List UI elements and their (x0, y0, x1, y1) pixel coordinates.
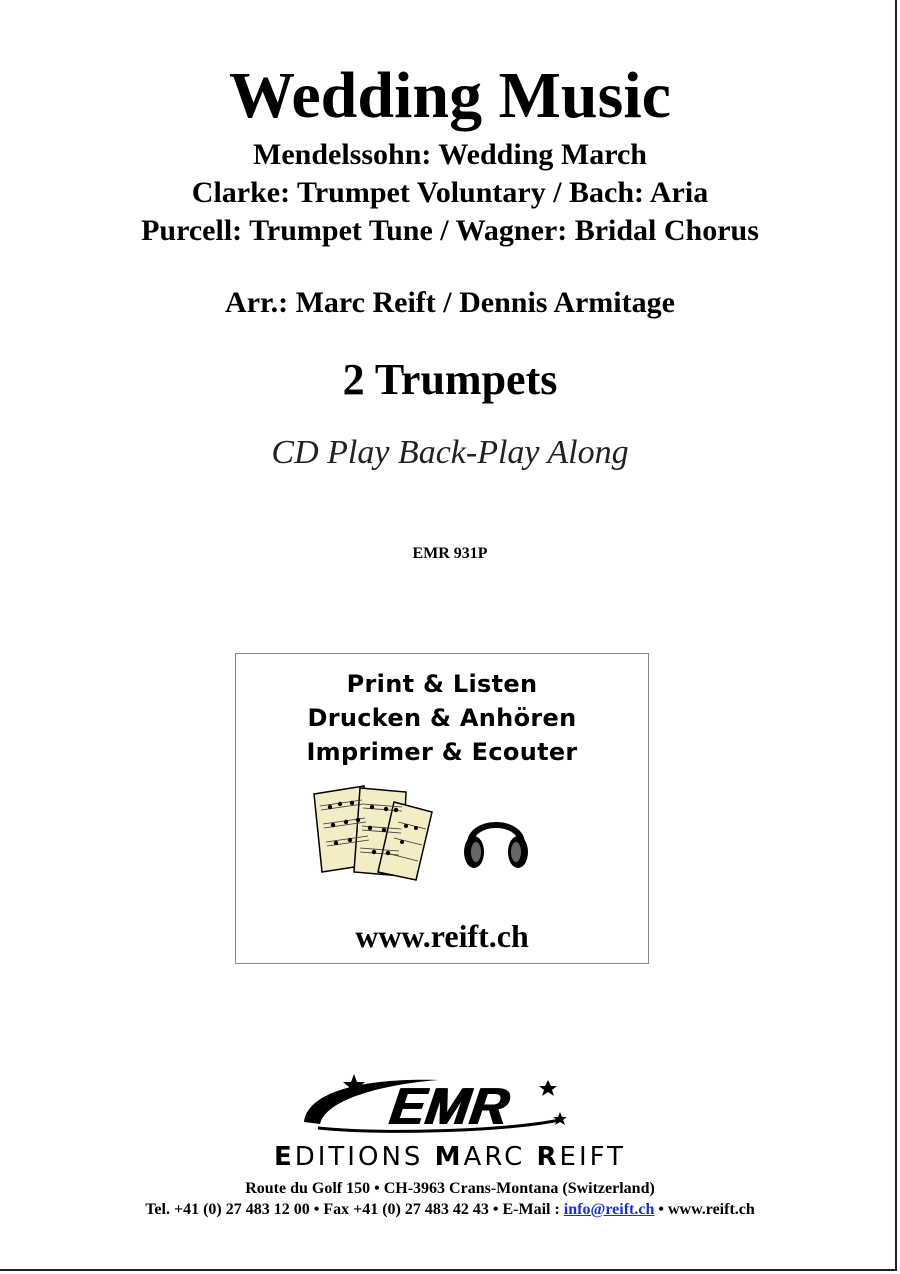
email-link[interactable]: info@reift.ch (563, 1201, 655, 1218)
publisher-name-initial-m: M (434, 1142, 464, 1172)
piece-line-1: Mendelssohn: Wedding March (253, 138, 647, 171)
contact-phone-fax: Tel. +41 (0) 27 483 12 00 • Fax +41 (0) 27 483 42 43 • E-Mail : (145, 1201, 564, 1218)
format-label: CD Play Back-Play Along (271, 434, 629, 471)
publisher-name-editions: DITIONS (294, 1142, 435, 1172)
publisher-name-reift: EIFT (559, 1142, 627, 1172)
promo-line-de: Drucken & Anhören (307, 704, 577, 732)
promo-url: www.reift.ch (355, 918, 529, 954)
publisher-name-marc: ARC (463, 1142, 537, 1172)
publisher-address: Route du Golf 150 • CH-3963 Crans-Montana (Switzerland) (245, 1180, 655, 1197)
sheet-music-icon (308, 782, 438, 882)
arranger-credit: Arr.: Marc Reift / Dennis Armitage (225, 286, 675, 319)
publisher-contact (0, 1201, 900, 1219)
piece-line-2: Clarke: Trumpet Voluntary / Bach: Aria (191, 176, 709, 209)
emr-logo-text: EMR (386, 1078, 514, 1136)
contact-website: • www.reift.ch (654, 1201, 755, 1218)
catalog-code: EMR 931P (412, 545, 488, 562)
piece-line-3: Purcell: Trumpet Tune / Wagner: Bridal Chorus (141, 214, 759, 247)
publisher-name (0, 1140, 900, 1174)
cover-title: Wedding Music (229, 59, 671, 132)
instrumentation: 2 Trumpets (342, 355, 558, 404)
publisher-name-initial-r: R (536, 1142, 560, 1172)
print-listen-box (235, 653, 649, 964)
promo-line-fr: Imprimer & Ecouter (306, 738, 578, 766)
headphones-icon (460, 804, 532, 874)
publisher-name-initial-e: E (273, 1142, 295, 1172)
promo-line-en: Print & Listen (346, 670, 538, 698)
